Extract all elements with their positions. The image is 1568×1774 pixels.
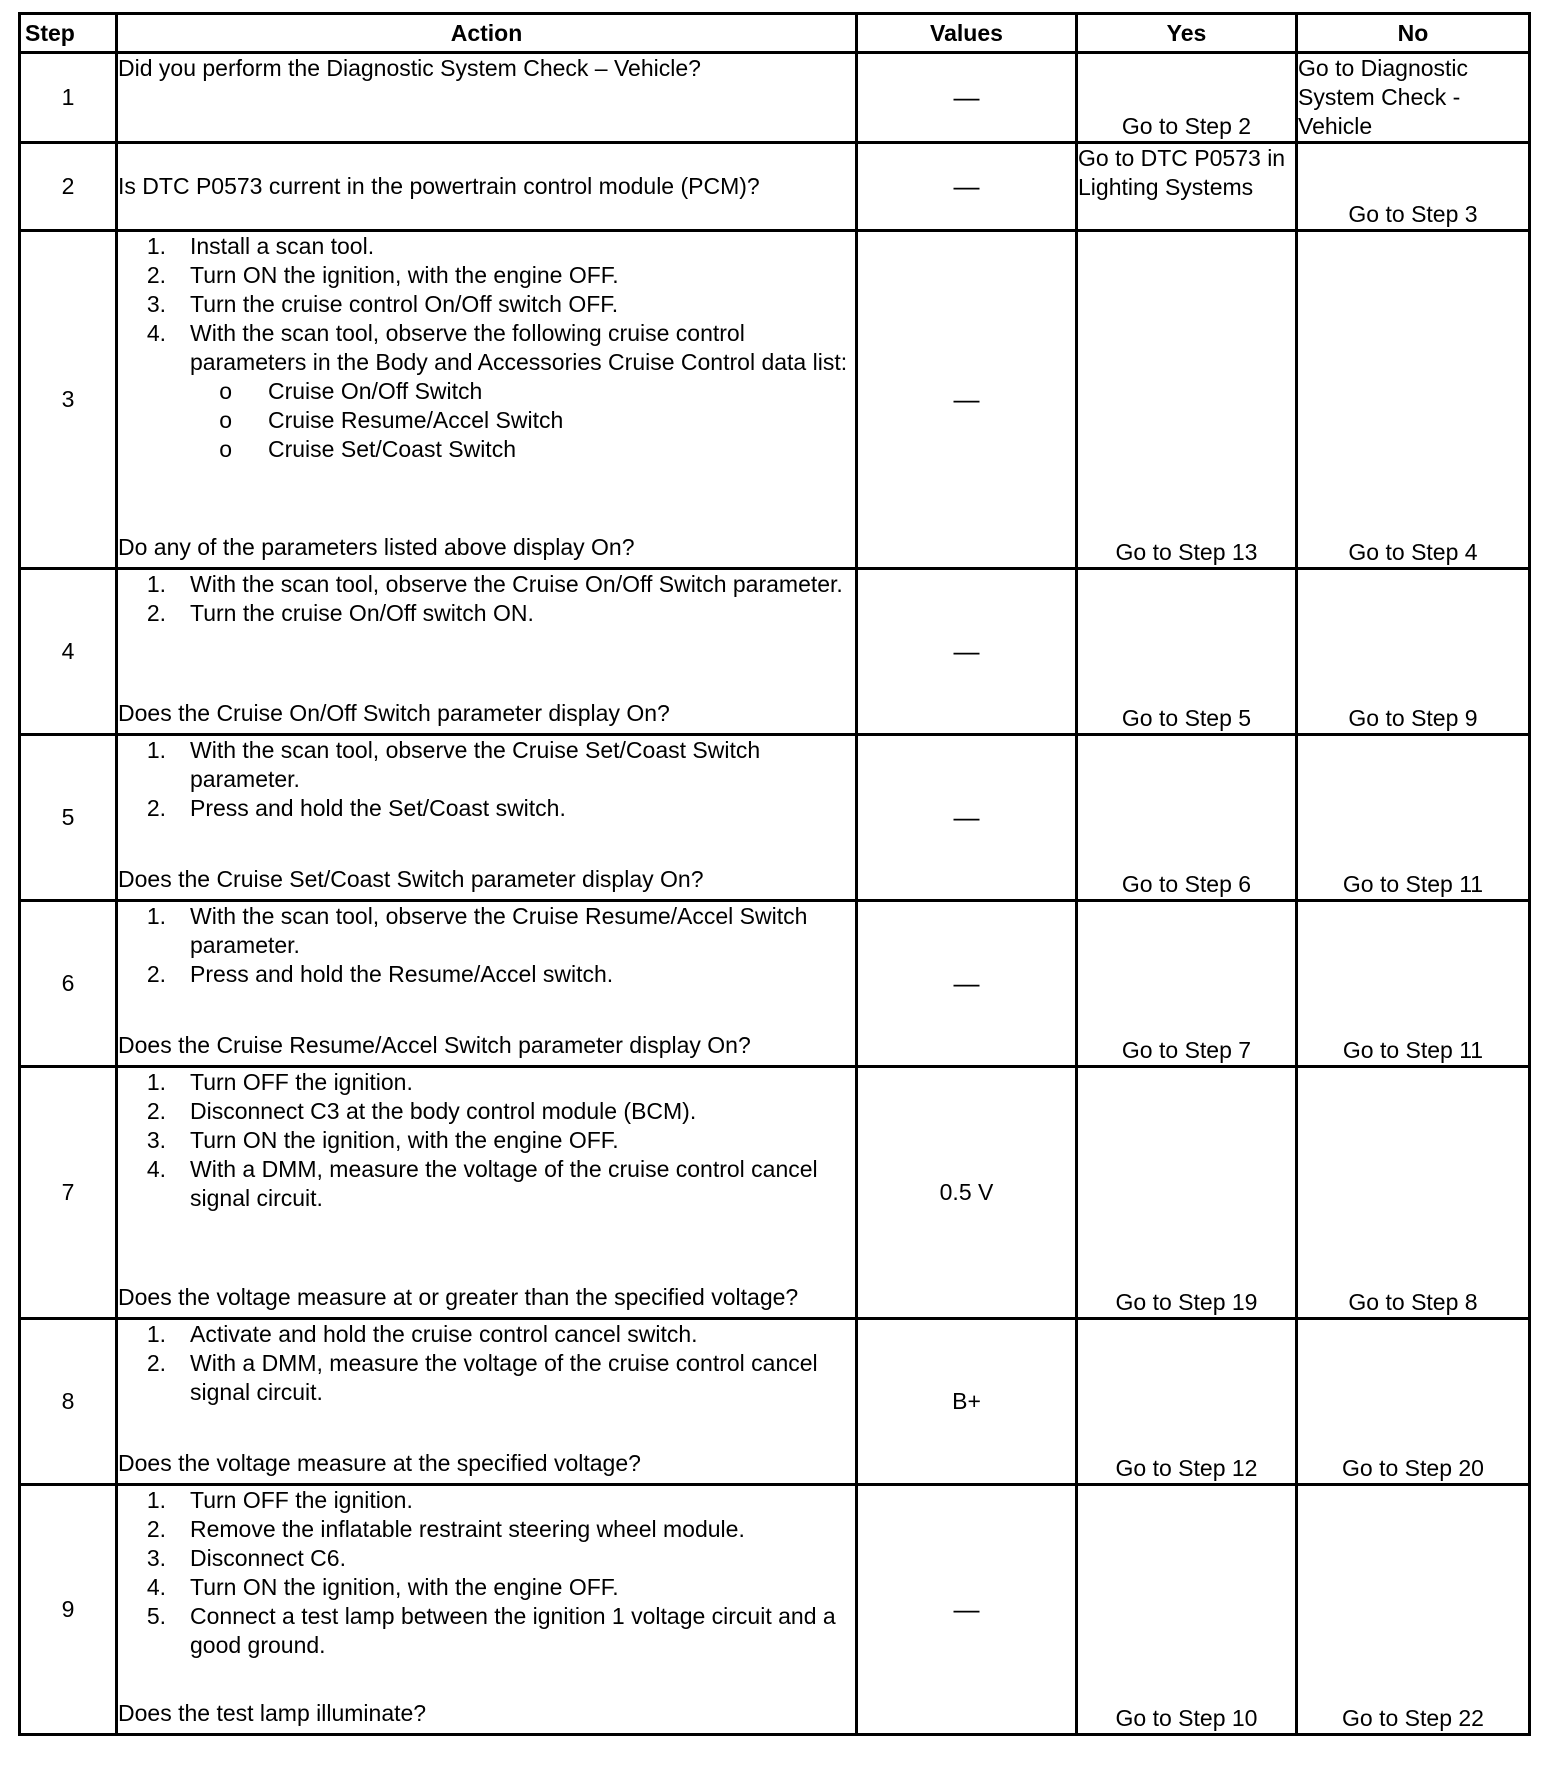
action-step: 5. Connect a test lamp between the ignition 1 voltage circuit and a good ground.	[146, 1603, 836, 1658]
action-question: Does the test lamp illuminate?	[118, 1700, 427, 1726]
value-cell	[857, 53, 1077, 143]
value-text: —	[953, 170, 980, 201]
parameter-item: o Cruise Resume/Accel Switch	[219, 407, 564, 433]
yes-cell: Go to Step 2	[1077, 53, 1297, 143]
no-cell: Go to Step 11	[1297, 901, 1530, 1067]
value-text: —	[953, 967, 980, 998]
yes-cell: Go to Step 12	[1077, 1319, 1297, 1485]
action-question: Did you perform the Diagnostic System Check – Vehicle?	[117, 53, 857, 143]
action-step: 3. Disconnect C6.	[146, 1545, 346, 1571]
value-text: —	[953, 635, 980, 666]
action-steps	[118, 1068, 855, 1213]
header-values: Values	[857, 14, 1077, 53]
action-step: 3. Turn ON the ignition, with the engine OFF.	[146, 1127, 619, 1153]
action-question: Does the Cruise On/Off Switch parameter display On?	[118, 700, 670, 726]
value-text: —	[953, 383, 980, 414]
value-cell	[857, 901, 1077, 1067]
yes-cell: Go to Step 5	[1077, 569, 1297, 735]
no-cell: Go to Step 11	[1297, 735, 1530, 901]
action-step: 1. Activate and hold the cruise control cancel switch.	[146, 1321, 698, 1347]
header-yes: Yes	[1077, 14, 1297, 53]
table-row	[20, 231, 1530, 569]
action-step: 3. Turn the cruise control On/Off switch OFF.	[146, 291, 619, 317]
table-row	[20, 1485, 1530, 1735]
value-text: B+	[952, 1388, 981, 1414]
action-steps	[118, 1486, 855, 1660]
value-cell	[857, 1319, 1077, 1485]
action-step: 1. Turn OFF the ignition.	[146, 1069, 413, 1095]
action-steps	[118, 232, 855, 377]
action-step: 1. Turn OFF the ignition.	[146, 1487, 413, 1513]
action-steps	[118, 902, 855, 989]
header-step: Step	[20, 14, 117, 53]
action-step: 2. Turn ON the ignition, with the engine OFF.	[146, 262, 619, 288]
action-step: 4. With the scan tool, observe the following cruise control parameters in the Body and Accessories Cruise Control data list:	[146, 320, 848, 375]
no-cell: Go to Diagnostic System Check - Vehicle	[1297, 53, 1530, 143]
diagnostic-table	[18, 12, 1531, 1736]
action-step: 2. With a DMM, measure the voltage of the cruise control cancel signal circuit.	[146, 1350, 818, 1405]
no-cell: Go to Step 9	[1297, 569, 1530, 735]
action-question: Do any of the parameters listed above display On?	[118, 534, 635, 560]
value-text: —	[953, 81, 980, 112]
action-cell	[117, 569, 857, 735]
diagnostic-table-container	[18, 12, 1528, 1736]
header-action: Action	[117, 14, 857, 53]
parameter-list	[118, 377, 855, 464]
table-row	[20, 1067, 1530, 1319]
action-step: 2. Remove the inflatable restraint steering wheel module.	[146, 1516, 745, 1542]
action-step: 1. With the scan tool, observe the Cruise On/Off Switch parameter.	[146, 571, 843, 597]
action-step: 2. Turn the cruise On/Off switch ON.	[146, 600, 534, 626]
value-cell	[857, 1067, 1077, 1319]
yes-cell: Go to Step 10	[1077, 1485, 1297, 1735]
step-number: 5	[20, 735, 117, 901]
action-question: Does the Cruise Set/Coast Switch parameter display On?	[118, 866, 704, 892]
action-cell	[117, 901, 857, 1067]
value-cell	[857, 569, 1077, 735]
action-step: 2. Press and hold the Resume/Accel switch.	[146, 961, 614, 987]
action-step: 2. Press and hold the Set/Coast switch.	[146, 795, 566, 821]
table-row	[20, 143, 1530, 231]
action-cell	[117, 735, 857, 901]
action-cell	[117, 1319, 857, 1485]
action-question: Does the voltage measure at or greater than the specified voltage?	[118, 1284, 799, 1310]
yes-cell: Go to Step 13	[1077, 231, 1297, 569]
action-steps	[118, 570, 855, 628]
action-cell	[117, 1485, 857, 1735]
header-row	[20, 14, 1530, 53]
value-cell	[857, 1485, 1077, 1735]
action-step: 1. With the scan tool, observe the Cruise Resume/Accel Switch parameter.	[146, 903, 808, 958]
action-steps	[118, 1320, 855, 1407]
no-cell: Go to Step 4	[1297, 231, 1530, 569]
value-text: 0.5 V	[939, 1179, 994, 1205]
action-step: 4. With a DMM, measure the voltage of the cruise control cancel signal circuit.	[146, 1156, 818, 1211]
table-row	[20, 53, 1530, 143]
step-number: 4	[20, 569, 117, 735]
step-number: 7	[20, 1067, 117, 1319]
action-step: 1. Install a scan tool.	[146, 233, 375, 259]
no-cell: Go to Step 20	[1297, 1319, 1530, 1485]
step-number: 2	[20, 143, 117, 231]
table-row	[20, 901, 1530, 1067]
yes-cell: Go to Step 7	[1077, 901, 1297, 1067]
step-number: 9	[20, 1485, 117, 1735]
step-number: 1	[20, 53, 117, 143]
value-cell	[857, 735, 1077, 901]
table-row	[20, 569, 1530, 735]
yes-cell: Go to Step 6	[1077, 735, 1297, 901]
value-text: —	[953, 1593, 980, 1624]
action-step: 2. Disconnect C3 at the body control module (BCM).	[146, 1098, 697, 1124]
parameter-item: o Cruise Set/Coast Switch	[219, 436, 516, 462]
no-cell: Go to Step 8	[1297, 1067, 1530, 1319]
table-row	[20, 735, 1530, 901]
no-cell: Go to Step 22	[1297, 1485, 1530, 1735]
no-cell: Go to Step 3	[1297, 143, 1530, 231]
action-step: 1. With the scan tool, observe the Cruise Set/Coast Switch parameter.	[146, 737, 761, 792]
action-step: 4. Turn ON the ignition, with the engine OFF.	[146, 1574, 619, 1600]
table-row	[20, 1319, 1530, 1485]
parameter-item: o Cruise On/Off Switch	[219, 378, 483, 404]
value-text: —	[953, 801, 980, 832]
action-question: Does the voltage measure at the specified voltage?	[118, 1450, 641, 1476]
yes-cell: Go to DTC P0573 in Lighting Systems	[1077, 143, 1297, 231]
action-steps	[118, 736, 855, 823]
action-question: Does the Cruise Resume/Accel Switch parameter display On?	[118, 1032, 751, 1058]
step-number: 3	[20, 231, 117, 569]
action-cell	[117, 231, 857, 569]
action-question: Is DTC P0573 current in the powertrain control module (PCM)?	[117, 143, 857, 231]
value-cell	[857, 231, 1077, 569]
yes-cell: Go to Step 19	[1077, 1067, 1297, 1319]
action-cell	[117, 1067, 857, 1319]
header-no: No	[1297, 14, 1530, 53]
value-cell	[857, 143, 1077, 231]
step-number: 8	[20, 1319, 117, 1485]
step-number: 6	[20, 901, 117, 1067]
